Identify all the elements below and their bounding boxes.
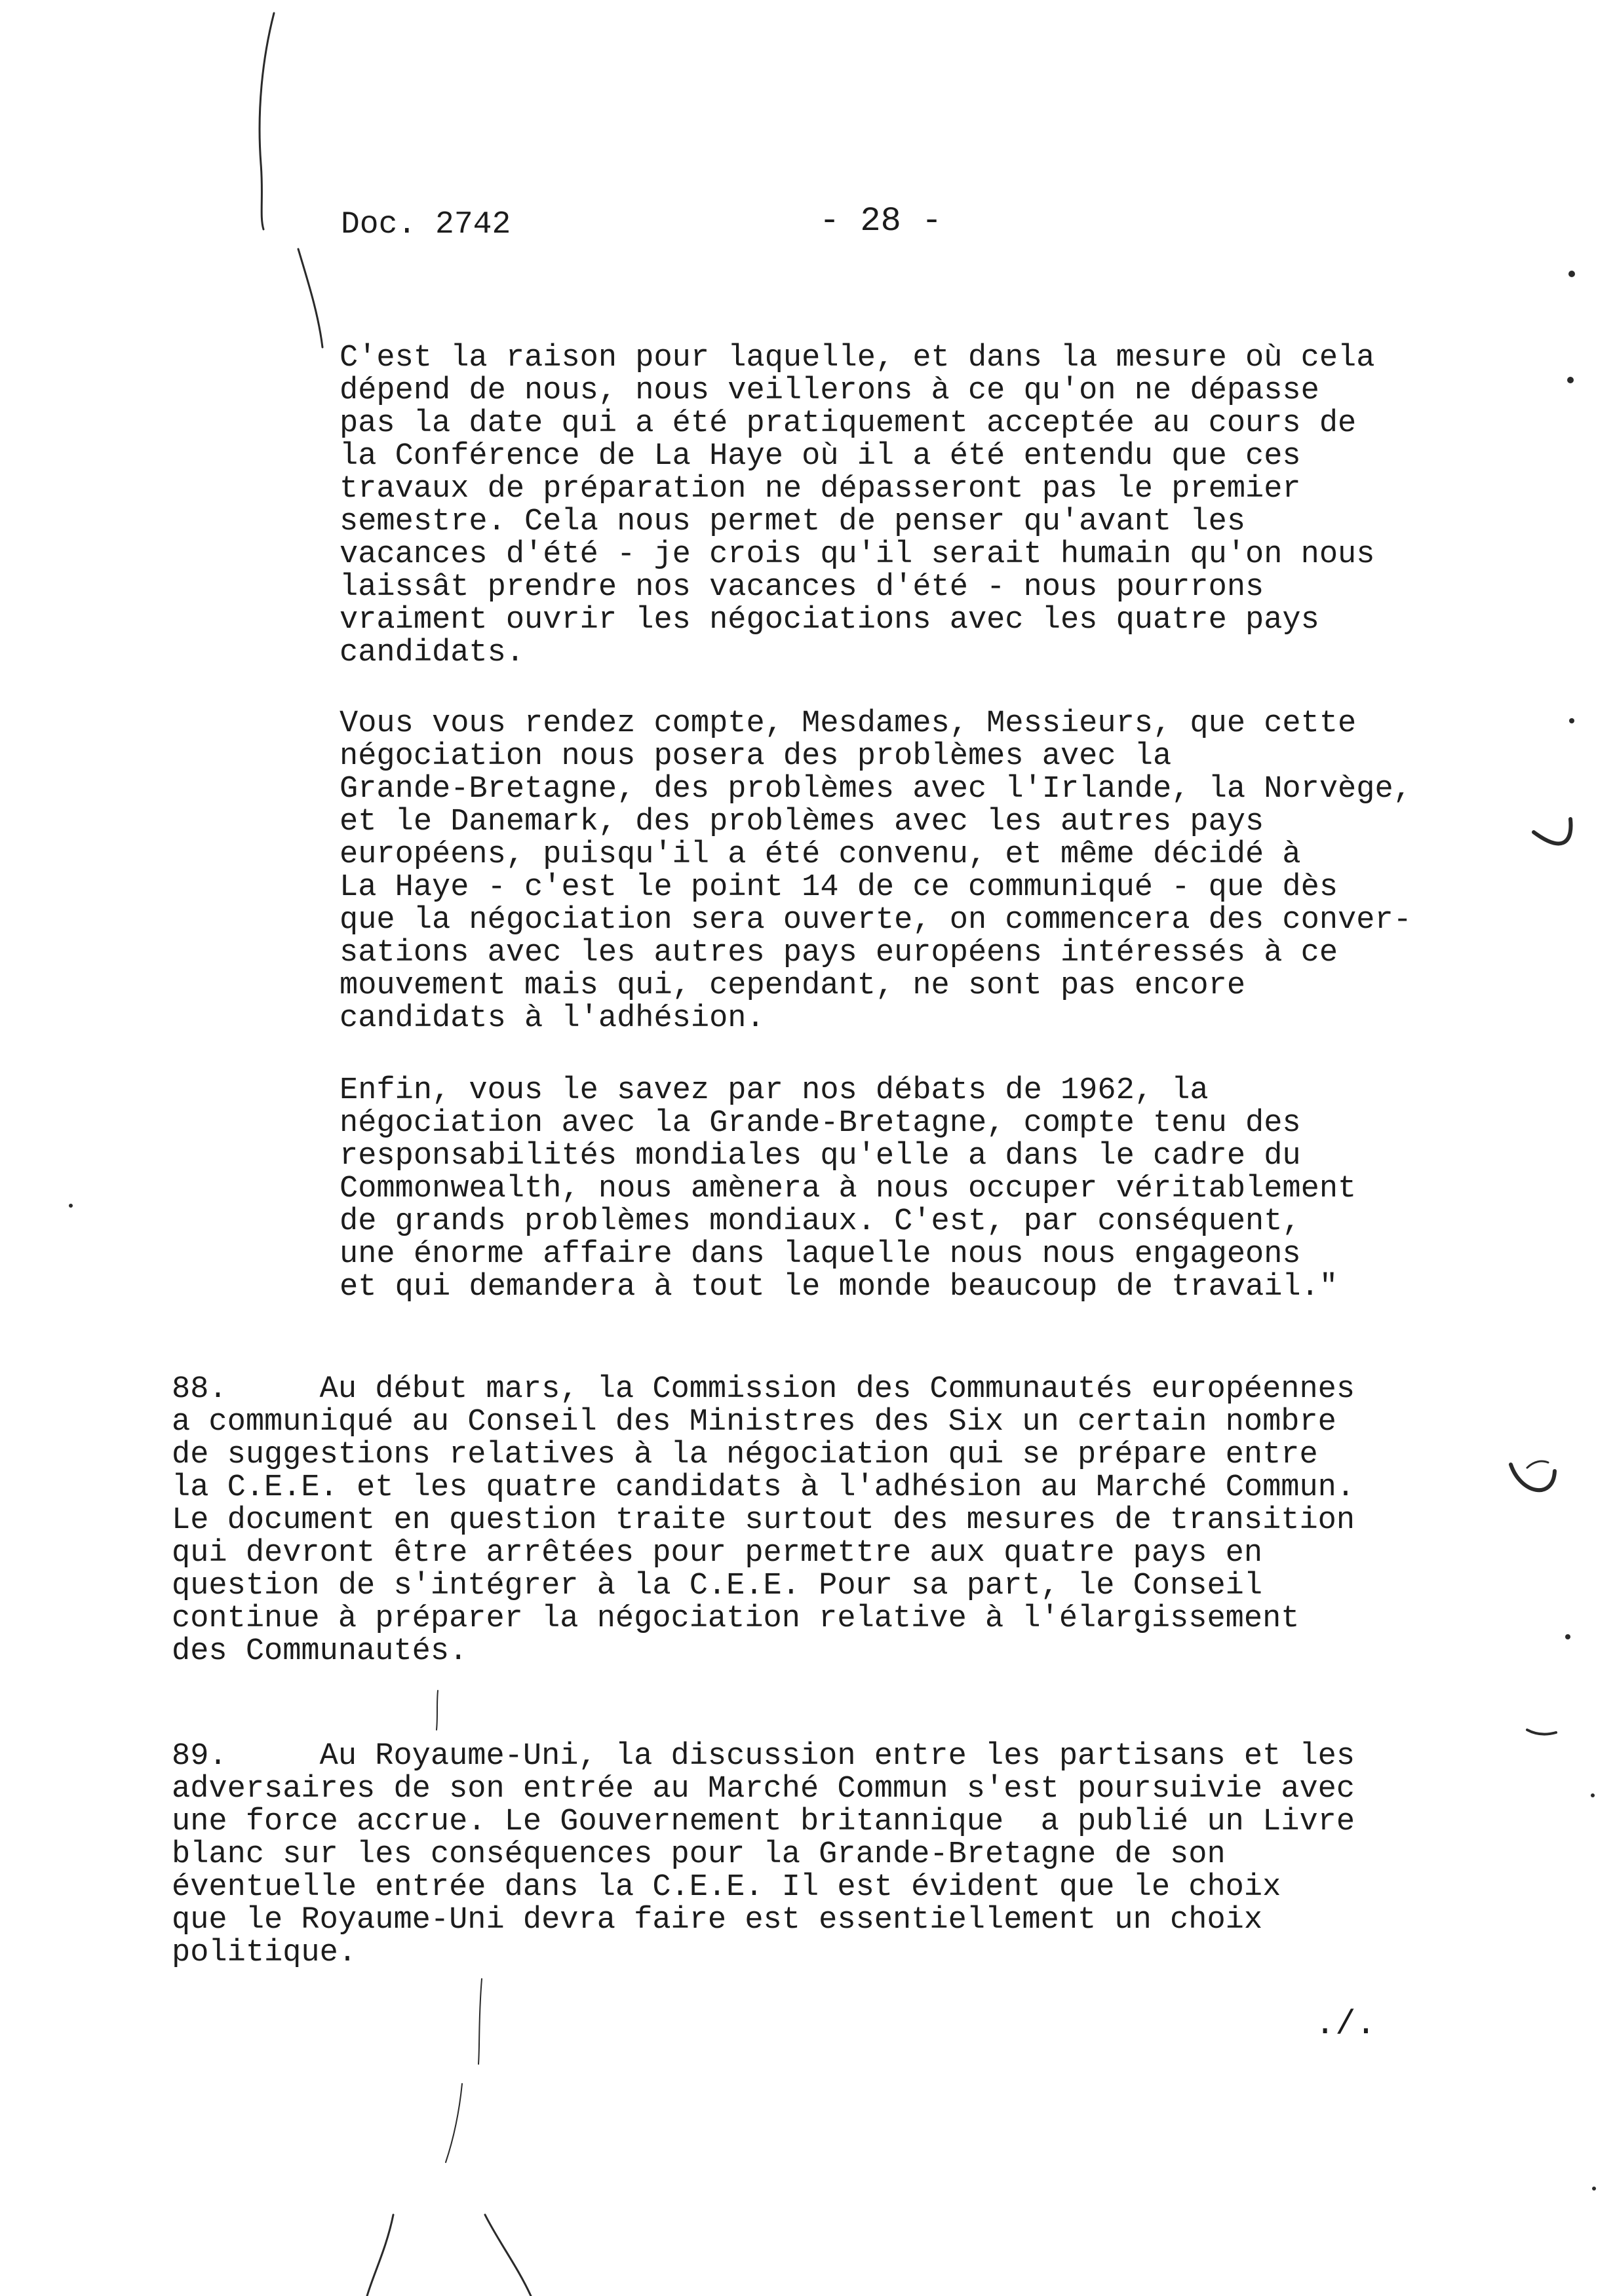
text-line: adversaires de son entrée au Marché Commun s'est poursuivie avec — [172, 1772, 1355, 1807]
text-line: éventuelle entrée dans la C.E.E. Il est évident que le choix — [172, 1870, 1281, 1905]
text-line: 88. Au début mars, la Commission des Communautés européennes — [172, 1372, 1355, 1407]
text-line: de suggestions relatives à la négociation qui se prépare entre — [172, 1438, 1318, 1472]
text-line: que le Royaume-Uni devra faire est essentiellement un choix — [172, 1903, 1263, 1938]
page-number: - 28 - — [819, 202, 943, 240]
text-line: a communiqué au Conseil des Ministres des Six un certain nombre — [172, 1405, 1336, 1440]
text-line: continue à préparer la négociation relative à l'élargissement — [172, 1601, 1300, 1636]
punch-hole-mark-1 — [1534, 819, 1571, 843]
text-line: que la négociation sera ouverte, on commencera des conver- — [340, 903, 1412, 938]
text-line: vacances d'été - je crois qu'il serait humain qu'on nous — [340, 537, 1375, 572]
text-line: Le document en question traite surtout des mesures de transition — [172, 1503, 1355, 1538]
quote-paragraph-2 — [340, 708, 1513, 1035]
speck — [69, 1204, 73, 1208]
text-line: et qui demandera à tout le monde beaucoup de travail." — [340, 1270, 1338, 1305]
margin-stroke-upper — [298, 249, 322, 347]
text-line: une énorme affaire dans laquelle nous nous engageons — [340, 1237, 1301, 1272]
text-line: 89. Au Royaume-Uni, la discussion entre les partisans et les — [172, 1739, 1355, 1774]
text-line: mouvement mais qui, cependant, ne sont pas encore — [340, 968, 1246, 1003]
text-line: question de s'intégrer à la C.E.E. Pour sa part, le Conseil — [172, 1569, 1263, 1603]
text-line: candidats. — [340, 636, 525, 670]
speck — [1568, 271, 1575, 277]
numbered-paragraph-89 — [172, 1740, 1496, 1970]
punch-hole-mark-4 — [1527, 1730, 1556, 1734]
document-reference: Doc. 2742 — [341, 207, 511, 242]
punch-hole-mark-2 — [1511, 1464, 1555, 1490]
text-line: C'est la raison pour laquelle, et dans la mesure où cela — [340, 341, 1375, 375]
text-line: négociation avec la Grande-Bretagne, compte tenu des — [340, 1106, 1301, 1141]
text-line: candidats à l'adhésion. — [340, 1001, 765, 1036]
text-line: la C.E.E. et les quatre candidats à l'adhésion au Marché Commun. — [172, 1470, 1355, 1505]
text-line: Vous vous rendez compte, Mesdames, Messieurs, que cette — [340, 706, 1357, 741]
text-line: des Communautés. — [172, 1634, 468, 1669]
text-line: laissât prendre nos vacances d'été - nous pourrons — [340, 570, 1264, 605]
margin-stroke-bottom-3 — [478, 1979, 482, 2064]
text-line: une force accrue. Le Gouvernement britannique a publié un Livre — [172, 1805, 1355, 1839]
text-line: négociation nous posera des problèmes avec la — [340, 739, 1172, 774]
speck — [1567, 377, 1574, 383]
text-line: sations avec les autres pays européens intéressés à ce — [340, 936, 1338, 970]
text-line: politique. — [172, 1936, 357, 1970]
text-line: blanc sur les conséquences pour la Grande-Bretagne de son — [172, 1837, 1226, 1872]
speck — [1565, 1634, 1570, 1639]
text-line: Commonwealth, nous amènera à nous occuper véritablement — [340, 1172, 1357, 1206]
text-line: et le Danemark, des problèmes avec les autres pays — [340, 805, 1264, 839]
numbered-paragraph-88 — [172, 1373, 1496, 1668]
quote-paragraph-3 — [340, 1075, 1513, 1304]
text-line: Grande-Bretagne, des problèmes avec l'Irlande, la Norvège, — [340, 772, 1412, 807]
text-line: vraiment ouvrir les négociations avec les quatre pays — [340, 603, 1319, 638]
text-line: La Haye - c'est le point 14 de ce communiqué - que dès — [340, 870, 1338, 905]
text-line: de grands problèmes mondiaux. C'est, par conséquent, — [340, 1204, 1301, 1239]
speck — [1569, 718, 1574, 723]
margin-stroke-bottom-4 — [446, 2084, 462, 2162]
quote-paragraph-1 — [340, 342, 1513, 670]
text-line: semestre. Cela nous permet de penser qu'avant les — [340, 505, 1246, 539]
margin-stroke-top — [260, 13, 274, 229]
speck — [1591, 1793, 1595, 1797]
continuation-mark: ./. — [1315, 2005, 1376, 2044]
margin-stroke-bottom-1 — [367, 2215, 393, 2296]
text-line: la Conférence de La Haye où il a été entendu que ces — [340, 439, 1301, 474]
text-line: responsabilités mondiales qu'elle a dans le cadre du — [340, 1139, 1301, 1174]
text-line: pas la date qui a été pratiquement acceptée au cours de — [340, 406, 1357, 441]
text-line: dépend de nous, nous veillerons à ce qu'on ne dépasse — [340, 373, 1319, 408]
text-line: européens, puisqu'il a été convenu, et même décidé à — [340, 837, 1301, 872]
text-line: Enfin, vous le savez par nos débats de 1962, la — [340, 1073, 1209, 1108]
speck — [1592, 2187, 1596, 2191]
text-line: travaux de préparation ne dépasseront pas le premier — [340, 472, 1301, 507]
text-line: qui devront être arrêtées pour permettre aux quatre pays en — [172, 1536, 1263, 1571]
punch-hole-mark-3 — [1527, 1461, 1548, 1468]
margin-stroke-bottom-2 — [485, 2215, 531, 2296]
margin-stroke-mid — [437, 1691, 438, 1730]
